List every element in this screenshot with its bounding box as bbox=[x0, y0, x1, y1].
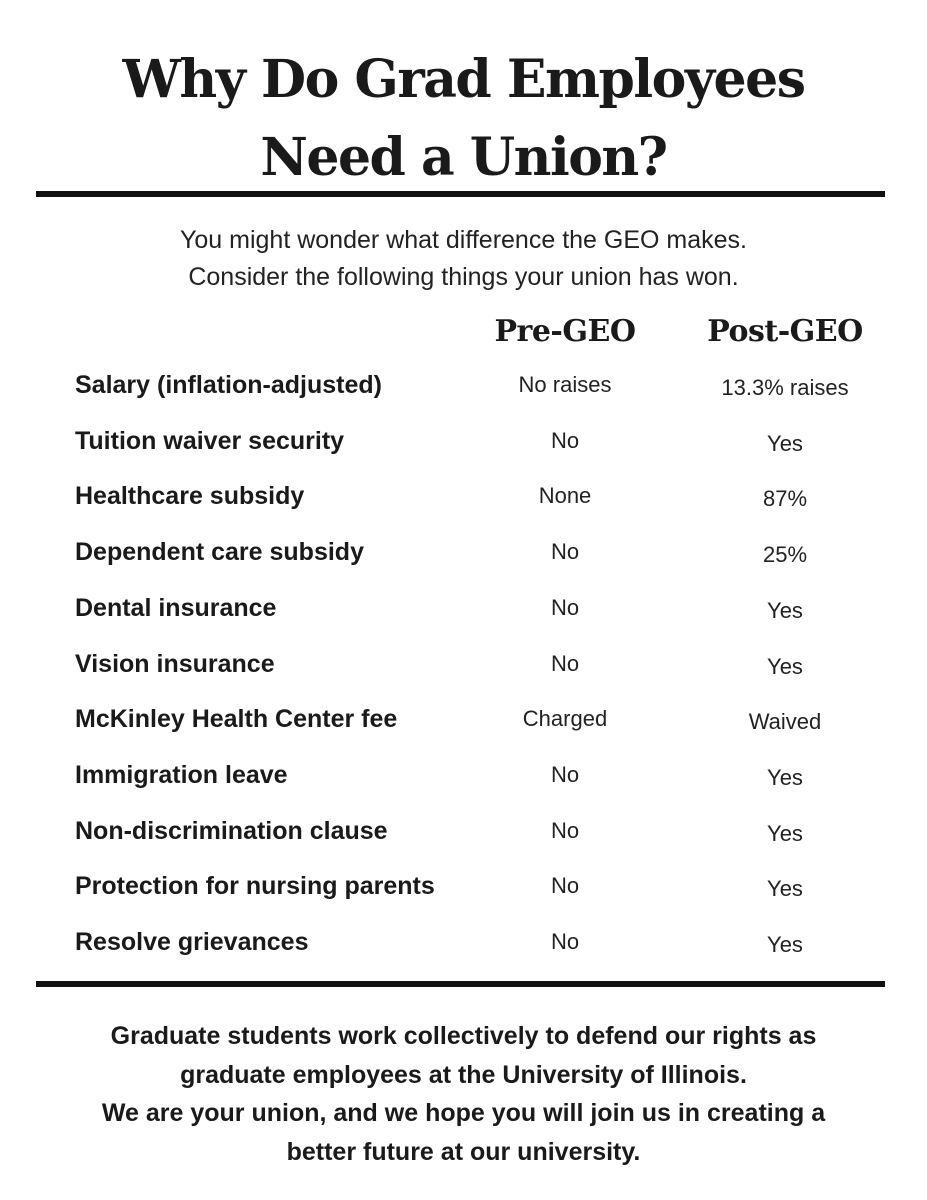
row-pre-geo-value: No bbox=[550, 428, 580, 453]
row-label: McKinley Health Center fee bbox=[75, 705, 398, 733]
row-label: Protection for nursing parents bbox=[75, 872, 435, 900]
table-row bbox=[0, 596, 927, 636]
bottom-divider bbox=[36, 981, 885, 987]
row-post-geo-value: Yes bbox=[767, 876, 803, 901]
intro-line-2: Consider the following things your union has won. bbox=[188, 263, 739, 291]
page-title-line-1: Why Do Grad Employees bbox=[122, 49, 805, 110]
row-label: Dental insurance bbox=[75, 594, 277, 622]
row-post-geo-value: 87% bbox=[762, 486, 808, 511]
row-pre-geo-value: None bbox=[538, 483, 592, 508]
row-post-geo-value: Yes bbox=[767, 765, 803, 790]
table-row bbox=[0, 484, 927, 524]
row-post-geo-value: 25% bbox=[762, 542, 808, 567]
row-pre-geo-value: No bbox=[550, 539, 580, 564]
row-pre-geo-value: No bbox=[550, 873, 580, 898]
intro-line-1: You might wonder what difference the GEO makes. bbox=[180, 226, 747, 254]
page-title-line-2: Need a Union? bbox=[260, 127, 667, 188]
footer-line-4: better future at our university. bbox=[286, 1138, 641, 1166]
row-label: Vision insurance bbox=[75, 650, 275, 678]
row-pre-geo-value: No bbox=[550, 818, 580, 843]
table-row bbox=[0, 819, 927, 859]
footer-line-2: graduate employees at the University of Illinois. bbox=[180, 1061, 747, 1089]
row-label: Non-discrimination clause bbox=[75, 817, 388, 845]
row-pre-geo-value: Charged bbox=[522, 706, 608, 731]
row-post-geo-value: Yes bbox=[767, 654, 803, 679]
row-post-geo-value: Yes bbox=[767, 821, 803, 846]
row-post-geo-value: Yes bbox=[767, 598, 803, 623]
table-row bbox=[0, 373, 927, 413]
row-label: Immigration leave bbox=[75, 761, 288, 789]
table-row bbox=[0, 707, 927, 747]
table-row bbox=[0, 429, 927, 469]
column-header-post-geo: Post-GEO bbox=[707, 314, 863, 349]
row-post-geo-value: Yes bbox=[767, 431, 803, 456]
row-post-geo-value: Waived bbox=[748, 709, 822, 734]
footer-line-3: We are your union, and we hope you will join us in creating a bbox=[101, 1099, 826, 1127]
row-post-geo-value: 13.3% raises bbox=[721, 375, 849, 400]
table-row bbox=[0, 930, 927, 970]
row-post-geo-value: Yes bbox=[767, 932, 803, 957]
row-label: Resolve grievances bbox=[75, 928, 309, 956]
row-label: Healthcare subsidy bbox=[75, 482, 305, 510]
row-label: Salary (inflation-adjusted) bbox=[75, 371, 382, 399]
row-pre-geo-value: No bbox=[550, 929, 580, 954]
row-pre-geo-value: No raises bbox=[518, 372, 612, 397]
table-row bbox=[0, 763, 927, 803]
table-row bbox=[0, 540, 927, 580]
row-pre-geo-value: No bbox=[550, 651, 580, 676]
row-pre-geo-value: No bbox=[550, 595, 580, 620]
table-row bbox=[0, 874, 927, 914]
footer-line-1: Graduate students work collectively to defend our rights as bbox=[110, 1022, 817, 1050]
column-header-pre-geo: Pre-GEO bbox=[494, 314, 636, 349]
row-label: Tuition waiver security bbox=[75, 427, 345, 455]
row-pre-geo-value: No bbox=[550, 762, 580, 787]
table-row bbox=[0, 652, 927, 692]
top-divider bbox=[36, 191, 885, 197]
row-label: Dependent care subsidy bbox=[75, 538, 364, 566]
